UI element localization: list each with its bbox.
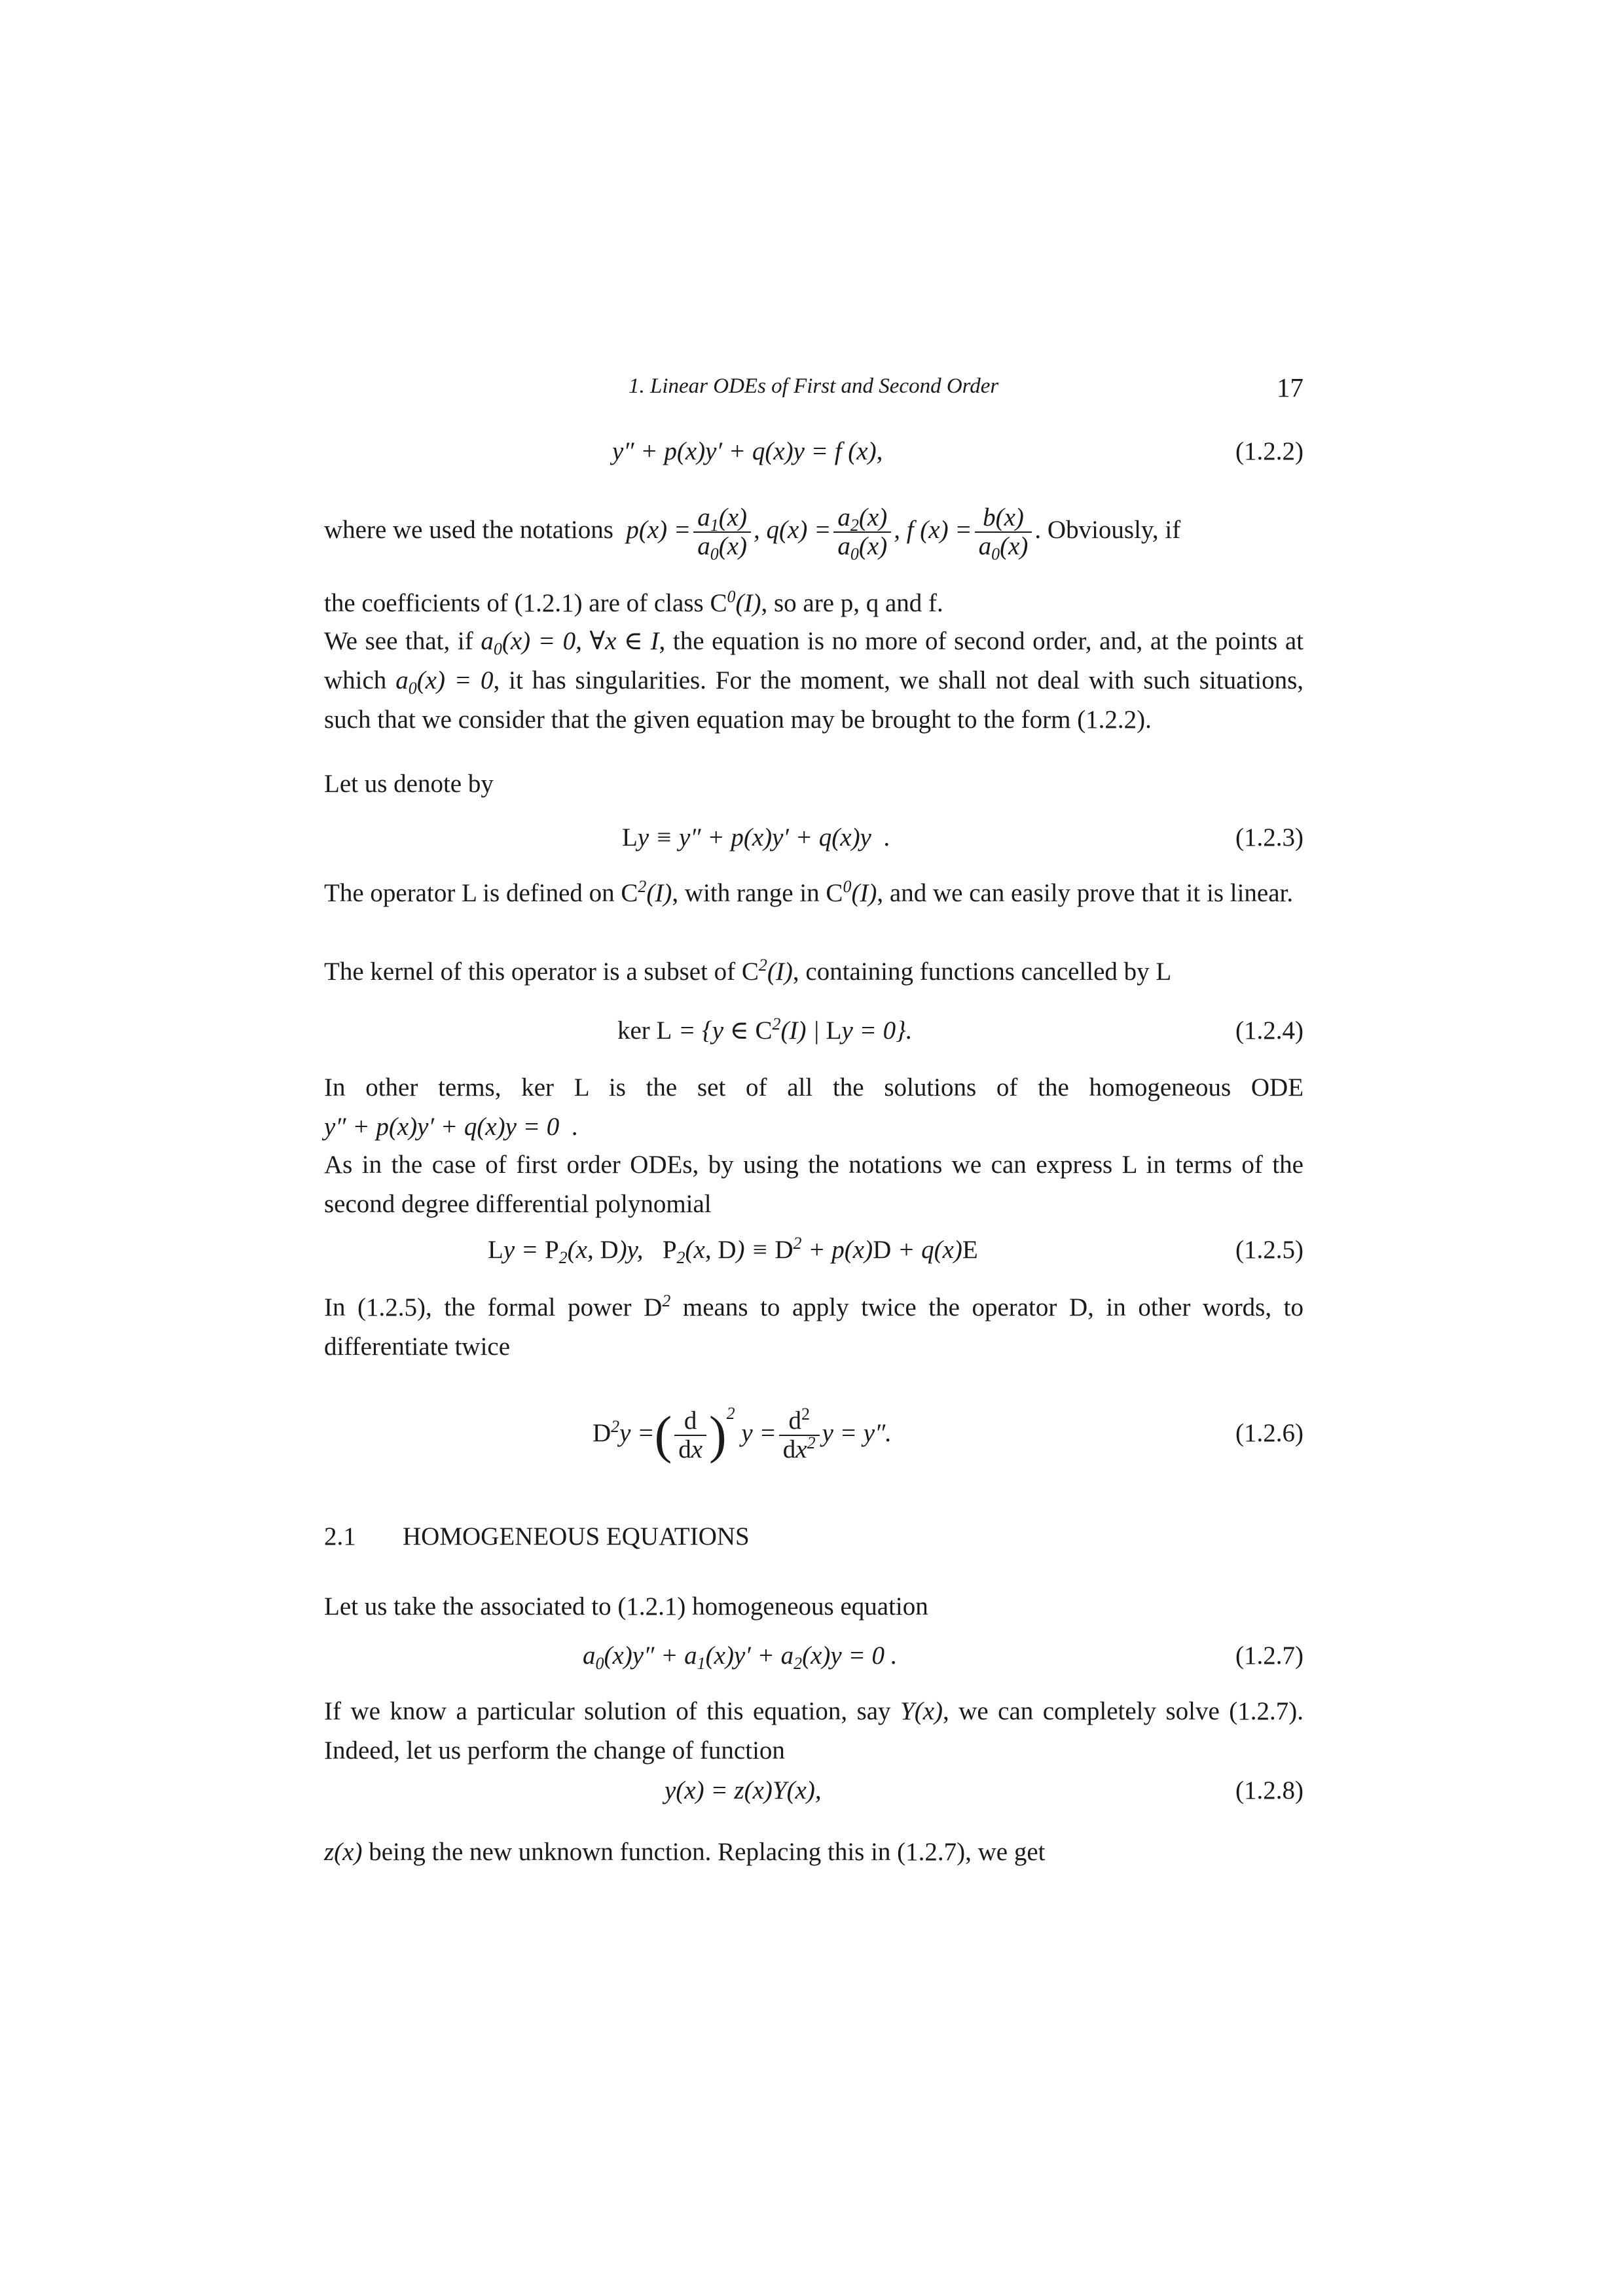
notations-suffix: . Obviously, if [1034,516,1181,544]
page-number: 17 [1277,372,1304,403]
equation-1-2-3-label: (1.2.3) [1235,823,1304,852]
operator-text-b: , with range in [672,879,820,907]
notations-prefix: where we used the notations [324,516,613,544]
associated-line: Let us take the associated to (1.2.1) homogeneous equation [324,1592,928,1621]
coefficients-text-b: , so are p, q and f. [761,589,943,617]
section-heading [324,1517,750,1556]
running-header: 1. Linear ODEs of First and Second Order [629,374,999,398]
kernel-text-b: , containing functions cancelled by L [792,958,1172,986]
d-squared: $D^2$ [644,1291,671,1321]
notations-line [324,497,1304,563]
kernel-text-a: The kernel of this operator is a subset of [324,958,736,986]
particular-solution-paragraph [324,1692,1304,1770]
equation-1-2-4-math: ker L = {y ∈ $C^2(I)$ | Ly = 0}. [617,1014,913,1045]
equation-1-2-7-math: $a_0(x)y'' + a_1(x)y' + a_2(x)y = 0$ . [583,1641,898,1673]
equation-1-2-5 [324,1230,1304,1270]
section-number: 2.1 [324,1522,356,1551]
other-terms-paragraph [324,1068,1304,1147]
a0-zero-forall: $a_0(x) = 0$, ∀x ∈ I [481,627,659,658]
operator-text-c: , and we can easily prove that it is linear. [877,879,1294,907]
equation-1-2-6-label: (1.2.6) [1235,1419,1304,1447]
equation-1-2-7 [324,1636,1304,1676]
equation-1-2-3-math: Ly ≡ y″ + p(x)y′ + q(x)y . [622,823,891,852]
singular-text-a: We see that, if [324,627,473,655]
equation-1-2-2-math: y″ + p(x)y′ + q(x)y = f (x), [612,437,883,465]
operator-text-a: The operator L is defined on [324,879,615,907]
class-c2-i-kernel: $C^2(I)$ [741,956,793,986]
equation-1-2-4-label: (1.2.4) [1235,1016,1304,1045]
operator-paragraph [324,874,1304,913]
class-c2-i: $C^2(I)$ [621,877,672,907]
equation-1-2-6 [324,1388,1304,1479]
equation-1-2-8-math: y(x) = z(x)Y(x), [665,1776,822,1804]
first-order-paragraph: As in the case of first order ODEs, by using the notations we can express L in terms of the second degree differential polynomial [324,1151,1304,1218]
new-unknown-text: being the new unknown function. Replacing this in (1.2.7), we get [369,1838,1046,1866]
equation-1-2-6-math: $D^2y$ =( $\frac{d}{dx}$ )$^2$ y = $\frac{d^2}{dx^2}$ y = y″. [593,1404,892,1465]
particular-y: Y(x) [900,1697,943,1725]
singularities-paragraph [324,622,1304,740]
ker-l: ker L [521,1073,589,1102]
equation-1-2-2-label: (1.2.2) [1235,437,1304,465]
other-terms-text-a: In other terms, [324,1073,501,1102]
equation-1-2-4 [324,1011,1304,1050]
homogeneous-ode: y″ + p(x)y′ + q(x)y = 0 . [324,1113,579,1141]
formal-text-a: In (1.2.5), the formal power [324,1293,632,1321]
kernel-line [324,952,1304,992]
singular-text-e: such situations, such that we consider that the given equation may be brought to the form (1.2.2). [324,666,1304,734]
other-terms-text-b: is the set of all the solutions of the homogeneous ODE [608,1073,1304,1102]
z-of-x: z(x) [324,1838,363,1866]
singular-text-b: , the equation is no more of second order, and, at the [659,627,1208,655]
formal-power-paragraph [324,1288,1304,1367]
particular-text-a: If we know a particular solution of this equation, say [324,1697,891,1725]
a0-zero-points: $a_0(x) = 0$ [395,666,494,698]
equation-1-2-2 [324,432,1304,471]
section-title: HOMOGENEOUS EQUATIONS [403,1522,750,1551]
singular-text-d: , it has singularities. For the moment, we shall not deal with [493,666,1135,694]
class-c0-i-range: $C^0(I)$ [826,877,877,907]
equation-1-2-8 [324,1771,1304,1810]
equation-1-2-5-label: (1.2.5) [1235,1236,1304,1264]
new-unknown-line [324,1833,1304,1872]
formal-text-b: means to apply twice the operator D, in other words, to differentiate twice [324,1293,1304,1361]
equation-1-2-7-label: (1.2.7) [1235,1641,1304,1670]
equation-1-2-5-math: $Ly = P_2(x$, D)y, $P_2(x$, $D) \equiv D^2 + p(x)D + q(x)E$ [488,1234,978,1267]
equation-1-2-8-label: (1.2.8) [1235,1776,1304,1804]
equation-1-2-3 [324,818,1304,857]
coefficients-line [324,584,1304,623]
coefficients-text-a: the coefficients of (1.2.1) are of class [324,589,704,617]
denote-line: Let us denote by [324,770,494,798]
particular-text-b: , we can completely solve (1.2.7). Indeed, let us perform the change of function [324,1697,1304,1765]
class-c0-i: $C^0(I)$ [710,587,761,617]
notations-fractions: p(x) = $\frac{a_1(x)}{a_0(x)}$ , q(x) = $\frac{a_2(x)}{a_0(x)}$ , f (x) = $\frac{b(x)}{a_0(x)}$ [620,516,1035,544]
singular-text-c: points at which [324,627,1304,694]
